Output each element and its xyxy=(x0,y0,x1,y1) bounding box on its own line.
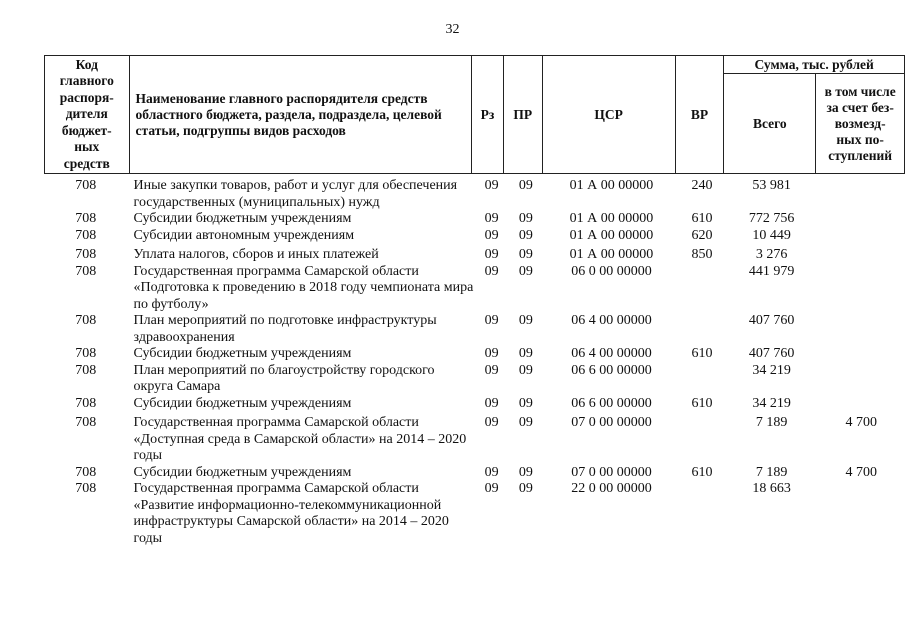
row-csr: 01 А 00 00000 xyxy=(569,227,654,243)
table-row xyxy=(44,244,905,264)
row-code: 708 xyxy=(75,211,97,226)
row-csr: 01 А 00 00000 xyxy=(569,247,654,262)
header-free xyxy=(816,74,905,174)
table-row xyxy=(44,346,905,363)
row-name: Государственная программа Самарской области «Подготовка к проведению в 2018 году чемпионата мира по футболу» xyxy=(133,263,474,312)
row-rz: 09 xyxy=(484,247,499,262)
row-free xyxy=(817,481,905,547)
row-rz: 09 xyxy=(484,227,499,243)
row-pr: 09 xyxy=(518,263,533,279)
row-total: 772 756 xyxy=(748,211,795,226)
row-rz: 09 xyxy=(484,464,499,480)
row-total: 10 449 xyxy=(752,227,791,243)
row-total: 34 219 xyxy=(752,362,791,378)
row-code: 708 xyxy=(75,362,97,378)
row-vr: 610 xyxy=(691,464,713,480)
row-code: 708 xyxy=(75,247,97,262)
row-rz: 09 xyxy=(484,263,499,279)
row-vr xyxy=(678,264,726,314)
table-row xyxy=(44,396,905,413)
row-vr: 610 xyxy=(691,211,713,226)
row-free xyxy=(817,346,905,363)
row-name: Субсидии бюджетным учреждениям xyxy=(133,464,352,480)
row-name: Уплата налогов, сборов и иных платежей xyxy=(133,247,379,262)
row-code: 708 xyxy=(75,313,97,328)
row-total: 34 219 xyxy=(752,395,791,411)
row-csr: 06 4 00 00000 xyxy=(571,346,652,361)
row-rz: 09 xyxy=(484,211,499,226)
row-csr: 01 А 00 00000 xyxy=(569,178,654,193)
row-csr: 07 0 00 00000 xyxy=(571,415,652,430)
row-pr: 09 xyxy=(518,247,533,262)
table-row xyxy=(44,481,905,547)
row-pr: 09 xyxy=(518,415,533,430)
row-name: План мероприятий по благоустройству городского округа Самара xyxy=(133,362,435,394)
row-name: Субсидии бюджетным учреждениям xyxy=(133,395,352,411)
row-total: 7 189 xyxy=(755,464,788,480)
row-total: 18 663 xyxy=(752,481,791,496)
row-name: Субсидии бюджетным учреждениям xyxy=(133,211,352,226)
row-code: 708 xyxy=(75,263,97,279)
row-total: 7 189 xyxy=(755,415,788,430)
row-pr: 09 xyxy=(518,178,533,193)
header-csr: ЦСР xyxy=(542,56,675,174)
header-pr: ПР xyxy=(503,56,542,174)
row-name: Субсидии бюджетным учреждениям xyxy=(133,346,352,361)
row-pr: 09 xyxy=(518,227,533,243)
row-code: 708 xyxy=(75,415,97,430)
row-free xyxy=(817,363,905,396)
row-csr: 06 4 00 00000 xyxy=(571,313,652,328)
row-total: 53 981 xyxy=(752,178,791,193)
table-row xyxy=(44,313,905,346)
page-number: 32 xyxy=(445,22,460,37)
row-csr: 06 6 00 00000 xyxy=(571,362,652,378)
row-free xyxy=(817,228,905,245)
row-name: Государственная программа Самарской области «Развитие информационно-телекоммуникационной инфраструктуры Самарской области» на 2014 – 2020 годы xyxy=(133,481,449,546)
row-free xyxy=(817,244,905,264)
row-pr: 09 xyxy=(518,464,533,480)
row-code: 708 xyxy=(75,178,97,193)
row-pr: 09 xyxy=(518,313,533,328)
row-code: 708 xyxy=(75,481,97,496)
row-rz: 09 xyxy=(484,178,499,193)
row-vr: 620 xyxy=(691,227,713,243)
row-total: 441 979 xyxy=(748,263,795,279)
row-total: 407 760 xyxy=(748,313,795,328)
table-row xyxy=(44,211,905,228)
row-rz: 09 xyxy=(484,481,499,496)
row-free xyxy=(817,211,905,228)
row-name: План мероприятий по подготовке инфраструктуры здравоохранения xyxy=(133,313,437,345)
row-rz: 09 xyxy=(484,362,499,378)
row-pr: 09 xyxy=(518,481,533,496)
row-vr xyxy=(678,363,726,396)
header-code-label: Код главного распоря- дителя бюджет- ных средств xyxy=(59,56,114,171)
row-csr: 06 6 00 00000 xyxy=(571,395,652,411)
table-row xyxy=(44,264,905,314)
row-rz: 09 xyxy=(484,346,499,361)
header-total: Всего xyxy=(724,74,816,174)
header-free-label: в том числе за счет без- возмезд- ных по- ступлений xyxy=(824,83,896,163)
table-header xyxy=(44,55,905,174)
row-free xyxy=(817,264,905,314)
row-rz: 09 xyxy=(484,395,499,411)
row-pr: 09 xyxy=(518,346,533,361)
row-vr xyxy=(678,481,726,547)
row-free: 4 700 xyxy=(845,464,877,480)
row-free xyxy=(817,396,905,413)
row-name: Иные закупки товаров, работ и услуг для обеспечения государственных (муниципальных) нужд xyxy=(133,178,458,210)
row-code: 708 xyxy=(75,346,97,361)
row-csr: 07 0 00 00000 xyxy=(571,464,652,480)
row-name: Субсидии автономным учреждениям xyxy=(133,227,355,243)
row-code: 708 xyxy=(75,464,97,480)
row-pr: 09 xyxy=(518,395,533,411)
row-csr: 06 0 00 00000 xyxy=(571,263,652,279)
header-name: Наименование главного распорядителя средств областного бюджета, раздела, подраздела, целевой статьи, подгруппы видов расходов xyxy=(129,56,472,174)
row-vr xyxy=(678,412,726,465)
table-row xyxy=(44,465,905,482)
row-vr: 610 xyxy=(691,346,713,361)
row-csr: 22 0 00 00000 xyxy=(571,481,652,496)
row-csr: 01 А 00 00000 xyxy=(569,211,654,226)
budget-table xyxy=(44,178,905,547)
row-free xyxy=(817,178,905,211)
row-vr xyxy=(678,313,726,346)
row-code: 708 xyxy=(75,227,97,243)
header-code xyxy=(45,56,130,174)
table-row xyxy=(44,363,905,396)
table-row xyxy=(44,412,905,465)
row-rz: 09 xyxy=(484,415,499,430)
row-vr: 240 xyxy=(691,178,713,193)
header-rz: Рз xyxy=(472,56,504,174)
row-free xyxy=(817,313,905,346)
row-pr: 09 xyxy=(518,362,533,378)
row-free: 4 700 xyxy=(845,415,877,430)
row-total: 3 276 xyxy=(755,247,788,262)
row-pr: 09 xyxy=(518,211,533,226)
row-rz: 09 xyxy=(484,313,499,328)
table-row xyxy=(44,178,905,211)
row-name: Государственная программа Самарской области «Доступная среда в Самарской области» на 2014 – 2020 годы xyxy=(133,415,467,463)
header-vr: ВР xyxy=(675,56,724,174)
row-vr: 610 xyxy=(691,395,713,411)
table-row xyxy=(44,228,905,245)
row-code: 708 xyxy=(75,395,97,411)
row-vr: 850 xyxy=(691,247,713,262)
row-total: 407 760 xyxy=(748,346,795,361)
header-sum: Сумма, тыс. рублей xyxy=(724,56,905,74)
